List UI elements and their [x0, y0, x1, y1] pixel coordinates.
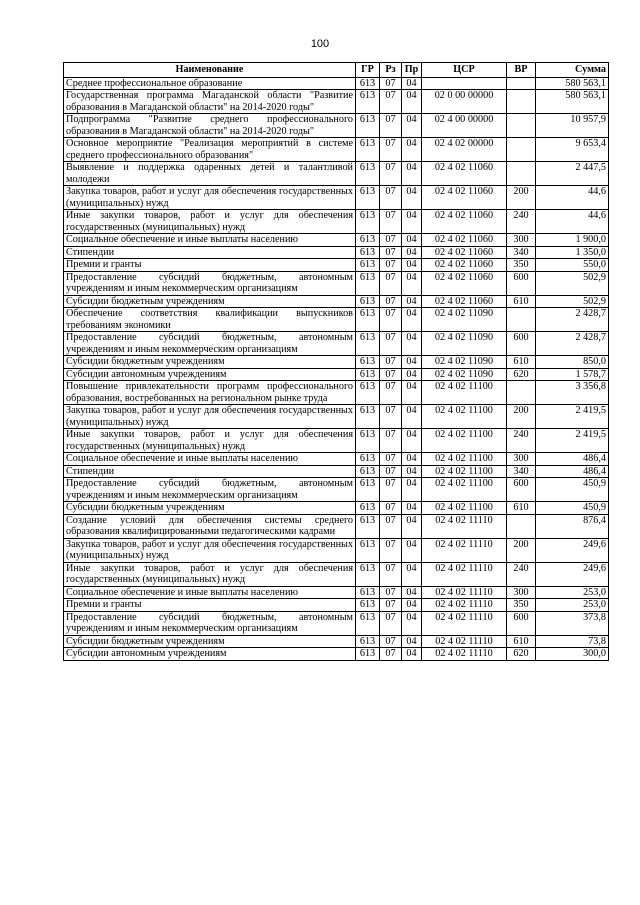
- table-row: [64, 429, 609, 453]
- cell-name: Закупка товаров, работ и услуг для обеспечения государственных (муниципальных) нужд: [64, 186, 356, 210]
- table-row: [64, 138, 609, 162]
- cell-vr: 340: [507, 246, 536, 259]
- cell-name: Государственная программа Магаданской области "Развитие образования в Магаданской области" на 2014-2020 годы": [64, 90, 356, 114]
- cell-name: Иные закупки товаров, работ и услуг для обеспечения государственных (муниципальных) нужд: [64, 210, 356, 234]
- table-row: [64, 611, 609, 635]
- cell-csr: 02 4 02 11060: [422, 271, 507, 295]
- cell-pr: 04: [402, 429, 422, 453]
- cell-sum: 450,9: [536, 478, 609, 502]
- cell-pr: 04: [402, 271, 422, 295]
- cell-rz: 07: [380, 308, 402, 332]
- cell-vr: 610: [507, 356, 536, 369]
- cell-rz: 07: [380, 429, 402, 453]
- cell-vr: 240: [507, 429, 536, 453]
- cell-rz: 07: [380, 611, 402, 635]
- header-name: Наименование: [64, 63, 356, 78]
- cell-vr: 240: [507, 562, 536, 586]
- cell-gr: 613: [356, 599, 380, 612]
- cell-csr: 02 4 02 11060: [422, 259, 507, 272]
- cell-rz: 07: [380, 114, 402, 138]
- cell-vr: [507, 138, 536, 162]
- cell-sum: 253,0: [536, 599, 609, 612]
- table-row: [64, 465, 609, 478]
- table-row: [64, 381, 609, 405]
- cell-pr: 04: [402, 562, 422, 586]
- cell-sum: 550,0: [536, 259, 609, 272]
- cell-rz: 07: [380, 90, 402, 114]
- table-row: [64, 308, 609, 332]
- table-row: [64, 162, 609, 186]
- cell-gr: 613: [356, 611, 380, 635]
- cell-csr: 02 4 02 11090: [422, 308, 507, 332]
- cell-name: Субсидии автономным учреждениям: [64, 648, 356, 661]
- cell-sum: 249,6: [536, 562, 609, 586]
- cell-vr: 200: [507, 186, 536, 210]
- cell-gr: 613: [356, 234, 380, 247]
- cell-gr: 613: [356, 502, 380, 515]
- cell-rz: 07: [380, 453, 402, 466]
- cell-rz: 07: [380, 77, 402, 90]
- cell-vr: 610: [507, 295, 536, 308]
- cell-name: Повышение привлекательности программ профессионального образования, востребованных на региональном рынке труда: [64, 381, 356, 405]
- cell-csr: 02 4 02 11060: [422, 162, 507, 186]
- cell-gr: 613: [356, 295, 380, 308]
- cell-rz: 07: [380, 478, 402, 502]
- cell-name: Иные закупки товаров, работ и услуг для обеспечения государственных (муниципальных) нужд: [64, 429, 356, 453]
- cell-vr: 610: [507, 502, 536, 515]
- cell-csr: 02 4 02 11100: [422, 465, 507, 478]
- cell-sum: 249,6: [536, 538, 609, 562]
- cell-pr: 04: [402, 114, 422, 138]
- cell-csr: 02 4 02 11060: [422, 186, 507, 210]
- cell-gr: 613: [356, 586, 380, 599]
- cell-rz: 07: [380, 368, 402, 381]
- table-row: [64, 210, 609, 234]
- cell-vr: 300: [507, 453, 536, 466]
- cell-gr: 613: [356, 162, 380, 186]
- cell-name: Премии и гранты: [64, 259, 356, 272]
- cell-pr: 04: [402, 586, 422, 599]
- cell-rz: 07: [380, 259, 402, 272]
- cell-sum: 9 653,4: [536, 138, 609, 162]
- table-row: [64, 635, 609, 648]
- cell-name: Субсидии бюджетным учреждениям: [64, 295, 356, 308]
- cell-vr: 600: [507, 611, 536, 635]
- cell-rz: 07: [380, 332, 402, 356]
- cell-pr: 04: [402, 465, 422, 478]
- cell-name: Закупка товаров, работ и услуг для обеспечения государственных (муниципальных) нужд: [64, 405, 356, 429]
- cell-rz: 07: [380, 234, 402, 247]
- table-row: [64, 234, 609, 247]
- cell-vr: 600: [507, 271, 536, 295]
- header-vr: ВР: [507, 63, 536, 78]
- table-row: [64, 453, 609, 466]
- cell-sum: 1 350,0: [536, 246, 609, 259]
- cell-rz: 07: [380, 246, 402, 259]
- cell-pr: 04: [402, 478, 422, 502]
- cell-csr: 02 4 02 11100: [422, 405, 507, 429]
- cell-pr: 04: [402, 648, 422, 661]
- cell-name: Среднее профессиональное образование: [64, 77, 356, 90]
- cell-gr: 613: [356, 332, 380, 356]
- cell-name: Субсидии автономным учреждениям: [64, 368, 356, 381]
- cell-gr: 613: [356, 465, 380, 478]
- cell-csr: 02 4 02 11100: [422, 381, 507, 405]
- cell-gr: 613: [356, 635, 380, 648]
- cell-pr: 04: [402, 234, 422, 247]
- cell-pr: 04: [402, 368, 422, 381]
- cell-pr: 04: [402, 295, 422, 308]
- cell-rz: 07: [380, 514, 402, 538]
- cell-vr: [507, 514, 536, 538]
- cell-pr: 04: [402, 90, 422, 114]
- header-sum: Сумма: [536, 63, 609, 78]
- header-gr: ГР: [356, 63, 380, 78]
- cell-name: Предоставление субсидий бюджетным, автономным учреждениям и иным некоммерческим организациям: [64, 271, 356, 295]
- table-row: [64, 514, 609, 538]
- cell-csr: 02 4 02 11110: [422, 586, 507, 599]
- cell-gr: 613: [356, 453, 380, 466]
- cell-gr: 613: [356, 77, 380, 90]
- header-pr: Пр: [402, 63, 422, 78]
- cell-vr: 600: [507, 332, 536, 356]
- cell-pr: 04: [402, 332, 422, 356]
- cell-rz: 07: [380, 356, 402, 369]
- cell-name: Социальное обеспечение и иные выплаты населению: [64, 586, 356, 599]
- cell-csr: [422, 77, 507, 90]
- cell-pr: 04: [402, 210, 422, 234]
- cell-vr: 300: [507, 234, 536, 247]
- cell-rz: 07: [380, 210, 402, 234]
- cell-vr: [507, 90, 536, 114]
- cell-name: Предоставление субсидий бюджетным, автономным учреждениям и иным некоммерческим организациям: [64, 478, 356, 502]
- table-row: [64, 502, 609, 515]
- cell-rz: 07: [380, 162, 402, 186]
- cell-name: Закупка товаров, работ и услуг для обеспечения государственных (муниципальных) нужд: [64, 538, 356, 562]
- cell-vr: [507, 381, 536, 405]
- cell-rz: 07: [380, 586, 402, 599]
- table-row: [64, 295, 609, 308]
- cell-pr: 04: [402, 138, 422, 162]
- cell-pr: 04: [402, 611, 422, 635]
- cell-csr: 02 4 02 11060: [422, 246, 507, 259]
- cell-gr: 613: [356, 381, 380, 405]
- table-row: [64, 186, 609, 210]
- cell-vr: 240: [507, 210, 536, 234]
- cell-name: Обеспечение соответствия квалификации выпускников требованиям экономики: [64, 308, 356, 332]
- cell-gr: 613: [356, 246, 380, 259]
- cell-gr: 613: [356, 538, 380, 562]
- cell-sum: 2 419,5: [536, 429, 609, 453]
- table-row: [64, 405, 609, 429]
- cell-csr: 02 4 02 11060: [422, 234, 507, 247]
- cell-pr: 04: [402, 538, 422, 562]
- cell-name: Субсидии бюджетным учреждениям: [64, 502, 356, 515]
- cell-rz: 07: [380, 562, 402, 586]
- cell-pr: 04: [402, 514, 422, 538]
- cell-pr: 04: [402, 405, 422, 429]
- cell-rz: 07: [380, 271, 402, 295]
- cell-csr: 02 4 02 11060: [422, 210, 507, 234]
- cell-gr: 613: [356, 356, 380, 369]
- cell-sum: 1 900,0: [536, 234, 609, 247]
- cell-sum: 300,0: [536, 648, 609, 661]
- cell-pr: 04: [402, 308, 422, 332]
- header-rz: Рз: [380, 63, 402, 78]
- cell-pr: 04: [402, 162, 422, 186]
- table-row: [64, 562, 609, 586]
- cell-pr: 04: [402, 356, 422, 369]
- cell-name: Стипендии: [64, 246, 356, 259]
- table-row: [64, 538, 609, 562]
- table-row: [64, 599, 609, 612]
- table-row: [64, 356, 609, 369]
- cell-name: Создание условий для обеспечения системы среднего образования квалифицированными педагогическими кадрами: [64, 514, 356, 538]
- cell-csr: 02 4 02 11100: [422, 453, 507, 466]
- cell-gr: 613: [356, 514, 380, 538]
- cell-vr: 620: [507, 368, 536, 381]
- cell-gr: 613: [356, 562, 380, 586]
- cell-sum: 486,4: [536, 465, 609, 478]
- cell-csr: 02 4 02 00000: [422, 138, 507, 162]
- cell-gr: 613: [356, 259, 380, 272]
- cell-csr: 02 4 02 11100: [422, 502, 507, 515]
- cell-vr: [507, 114, 536, 138]
- cell-pr: 04: [402, 453, 422, 466]
- cell-sum: 73,8: [536, 635, 609, 648]
- cell-vr: [507, 308, 536, 332]
- cell-gr: 613: [356, 138, 380, 162]
- cell-vr: 200: [507, 405, 536, 429]
- cell-rz: 07: [380, 295, 402, 308]
- table-row: [64, 114, 609, 138]
- cell-vr: [507, 162, 536, 186]
- cell-csr: 02 4 02 11110: [422, 635, 507, 648]
- cell-sum: 2 447,5: [536, 162, 609, 186]
- cell-rz: 07: [380, 381, 402, 405]
- cell-pr: 04: [402, 502, 422, 515]
- cell-gr: 613: [356, 429, 380, 453]
- cell-sum: 450,9: [536, 502, 609, 515]
- cell-sum: 44,6: [536, 210, 609, 234]
- cell-csr: 02 4 02 11110: [422, 611, 507, 635]
- cell-csr: 02 4 02 11110: [422, 538, 507, 562]
- cell-csr: 02 4 02 11090: [422, 332, 507, 356]
- cell-pr: 04: [402, 599, 422, 612]
- cell-rz: 07: [380, 186, 402, 210]
- cell-csr: 02 4 02 11100: [422, 429, 507, 453]
- cell-rz: 07: [380, 465, 402, 478]
- cell-gr: 613: [356, 114, 380, 138]
- cell-gr: 613: [356, 210, 380, 234]
- cell-vr: 350: [507, 599, 536, 612]
- cell-gr: 613: [356, 271, 380, 295]
- cell-csr: 02 4 00 00000: [422, 114, 507, 138]
- cell-csr: 02 4 02 11090: [422, 368, 507, 381]
- cell-rz: 07: [380, 502, 402, 515]
- cell-vr: 300: [507, 586, 536, 599]
- cell-sum: 44,6: [536, 186, 609, 210]
- table-row: [64, 271, 609, 295]
- cell-vr: 200: [507, 538, 536, 562]
- cell-sum: 486,4: [536, 453, 609, 466]
- cell-pr: 04: [402, 635, 422, 648]
- cell-name: Подпрограмма "Развитие среднего профессионального образования в Магаданской области" на 2014-2020 годы": [64, 114, 356, 138]
- cell-pr: 04: [402, 186, 422, 210]
- cell-gr: 613: [356, 308, 380, 332]
- page-number: 100: [310, 38, 330, 50]
- table-row: [64, 90, 609, 114]
- table-row: [64, 586, 609, 599]
- cell-csr: 02 4 02 11090: [422, 356, 507, 369]
- cell-sum: 253,0: [536, 586, 609, 599]
- cell-gr: 613: [356, 368, 380, 381]
- cell-sum: 502,9: [536, 295, 609, 308]
- cell-name: Социальное обеспечение и иные выплаты населению: [64, 234, 356, 247]
- cell-sum: 10 957,9: [536, 114, 609, 138]
- cell-sum: 2 428,7: [536, 332, 609, 356]
- cell-vr: 610: [507, 635, 536, 648]
- cell-name: Иные закупки товаров, работ и услуг для обеспечения государственных (муниципальных) нужд: [64, 562, 356, 586]
- cell-vr: 350: [507, 259, 536, 272]
- cell-sum: 2 428,7: [536, 308, 609, 332]
- cell-pr: 04: [402, 77, 422, 90]
- cell-sum: 502,9: [536, 271, 609, 295]
- cell-sum: 3 356,8: [536, 381, 609, 405]
- cell-sum: 2 419,5: [536, 405, 609, 429]
- cell-csr: 02 4 02 11110: [422, 562, 507, 586]
- cell-pr: 04: [402, 246, 422, 259]
- cell-name: Предоставление субсидий бюджетным, автономным учреждениям и иным некоммерческим организациям: [64, 332, 356, 356]
- table-row: [64, 368, 609, 381]
- cell-name: Выявление и поддержка одаренных детей и талантливой молодежи: [64, 162, 356, 186]
- cell-sum: 373,8: [536, 611, 609, 635]
- cell-sum: 1 578,7: [536, 368, 609, 381]
- cell-gr: 613: [356, 186, 380, 210]
- cell-rz: 07: [380, 405, 402, 429]
- cell-rz: 07: [380, 648, 402, 661]
- cell-pr: 04: [402, 381, 422, 405]
- cell-sum: 580 563,1: [536, 77, 609, 90]
- cell-name: Премии и гранты: [64, 599, 356, 612]
- cell-name: Стипендии: [64, 465, 356, 478]
- cell-rz: 07: [380, 635, 402, 648]
- cell-sum: 876,4: [536, 514, 609, 538]
- cell-pr: 04: [402, 259, 422, 272]
- table-row: [64, 648, 609, 661]
- cell-csr: 02 0 00 00000: [422, 90, 507, 114]
- cell-gr: 613: [356, 648, 380, 661]
- budget-table: [63, 62, 609, 661]
- cell-rz: 07: [380, 599, 402, 612]
- cell-name: Социальное обеспечение и иные выплаты населению: [64, 453, 356, 466]
- table-row: [64, 332, 609, 356]
- cell-gr: 613: [356, 90, 380, 114]
- table-row: [64, 246, 609, 259]
- cell-csr: 02 4 02 11110: [422, 599, 507, 612]
- cell-csr: 02 4 02 11060: [422, 295, 507, 308]
- cell-name: Предоставление субсидий бюджетным, автономным учреждениям и иным некоммерческим организациям: [64, 611, 356, 635]
- cell-rz: 07: [380, 538, 402, 562]
- cell-csr: 02 4 02 11100: [422, 478, 507, 502]
- cell-name: Субсидии бюджетным учреждениям: [64, 356, 356, 369]
- cell-vr: 340: [507, 465, 536, 478]
- cell-csr: 02 4 02 11110: [422, 514, 507, 538]
- cell-rz: 07: [380, 138, 402, 162]
- table-row: [64, 77, 609, 90]
- cell-name: Субсидии бюджетным учреждениям: [64, 635, 356, 648]
- table-row: [64, 259, 609, 272]
- cell-gr: 613: [356, 478, 380, 502]
- cell-vr: 600: [507, 478, 536, 502]
- cell-sum: 580 563,1: [536, 90, 609, 114]
- table-header-row: [64, 63, 609, 78]
- cell-sum: 850,0: [536, 356, 609, 369]
- cell-name: Основное мероприятие "Реализация мероприятий в системе среднего профессионального образования": [64, 138, 356, 162]
- cell-gr: 613: [356, 405, 380, 429]
- cell-csr: 02 4 02 11110: [422, 648, 507, 661]
- cell-vr: 620: [507, 648, 536, 661]
- table-row: [64, 478, 609, 502]
- header-csr: ЦСР: [422, 63, 507, 78]
- cell-vr: [507, 77, 536, 90]
- table-body: [64, 77, 609, 660]
